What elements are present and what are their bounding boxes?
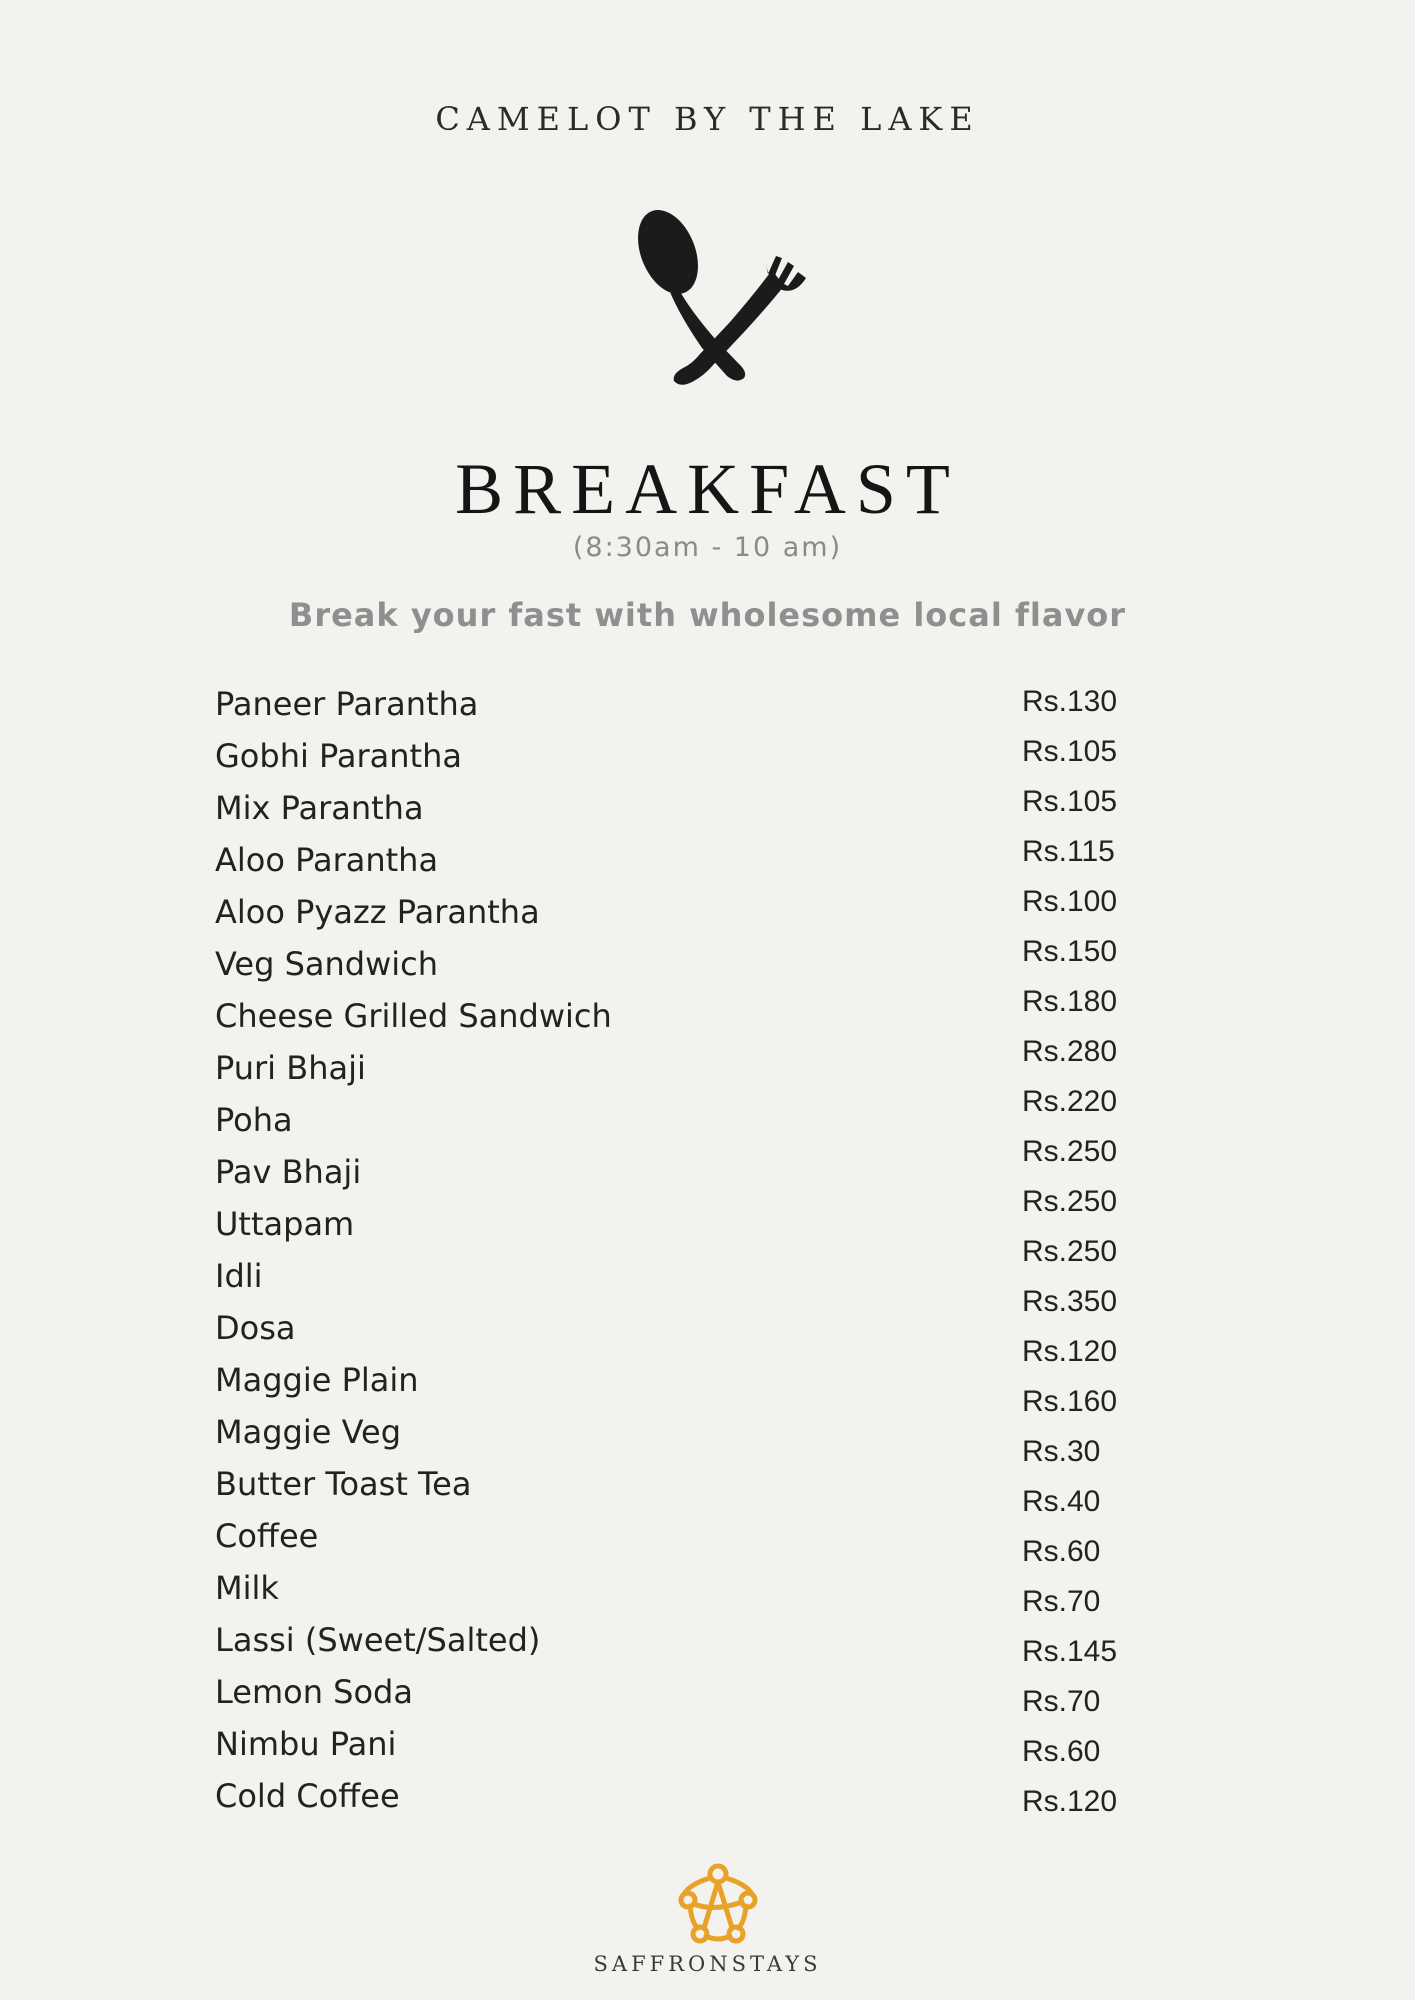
menu-price: Rs.30 — [1022, 1435, 1101, 1468]
menu-price: Rs.220 — [1022, 1085, 1118, 1118]
menu-tagline: Break your fast with wholesome local flavor — [288, 596, 1127, 634]
menu-item: Maggie Veg — [215, 1413, 401, 1451]
menu-price: Rs.105 — [1022, 785, 1118, 818]
menu-item: Uttapam — [215, 1205, 355, 1243]
menu-price: Rs.250 — [1022, 1235, 1118, 1268]
menu-price: Rs.40 — [1022, 1485, 1101, 1518]
saffronstays-knot-logo-icon — [670, 1858, 766, 1948]
menu-price: Rs.120 — [1022, 1335, 1118, 1368]
menu-item: Paneer Parantha — [215, 685, 479, 723]
menu-price: Rs.70 — [1022, 1685, 1101, 1718]
menu-item: Aloo Pyazz Parantha — [215, 893, 540, 931]
menu-price: Rs.105 — [1022, 735, 1118, 768]
menu-price: Rs.350 — [1022, 1285, 1118, 1318]
menu-item: Poha — [215, 1101, 293, 1139]
menu-item: Mix Parantha — [215, 789, 424, 827]
menu-item: Milk — [215, 1569, 279, 1607]
menu-price: Rs.100 — [1022, 885, 1118, 918]
menu-price: Rs.60 — [1022, 1535, 1101, 1568]
menu-price: Rs.145 — [1022, 1635, 1118, 1668]
menu-price: Rs.130 — [1022, 685, 1118, 718]
menu-item: Cold Coffee — [215, 1777, 400, 1815]
menu-item: Coffee — [215, 1517, 319, 1555]
brand-name: CAMELOT BY THE LAKE — [435, 100, 980, 138]
menu-price: Rs.180 — [1022, 985, 1118, 1018]
menu-hours: (8:30am - 10 am) — [572, 532, 843, 563]
menu-item: Pav Bhaji — [215, 1153, 362, 1191]
menu-items-list — [215, 682, 975, 1826]
logo-text: SAFFRONSTAYS — [593, 1952, 822, 1976]
menu-item: Aloo Parantha — [215, 841, 439, 879]
menu-price: Rs.250 — [1022, 1185, 1118, 1218]
crossed-spoon-fork-icon — [620, 200, 820, 390]
menu-item: Idli — [215, 1257, 263, 1295]
menu-item: Nimbu Pani — [215, 1725, 397, 1763]
menu-item: Veg Sandwich — [215, 945, 439, 983]
menu-item: Puri Bhaji — [215, 1049, 366, 1087]
menu-price: Rs.115 — [1022, 835, 1115, 868]
menu-price: Rs.250 — [1022, 1135, 1118, 1168]
menu-prices-list — [1022, 682, 1222, 1832]
menu-item: Lassi (Sweet/Salted) — [215, 1621, 541, 1659]
menu-item: Dosa — [215, 1309, 296, 1347]
menu-price: Rs.160 — [1022, 1385, 1118, 1418]
menu-price: Rs.150 — [1022, 935, 1118, 968]
menu-item: Maggie Plain — [215, 1361, 419, 1399]
menu-item: Cheese Grilled Sandwich — [215, 997, 612, 1035]
menu-item: Butter Toast Tea — [215, 1465, 472, 1503]
menu-item: Lemon Soda — [215, 1673, 413, 1711]
menu-item: Gobhi Parantha — [215, 737, 462, 775]
menu-title: BREAKFAST — [455, 449, 960, 529]
menu-price: Rs.280 — [1022, 1035, 1118, 1068]
menu-price: Rs.60 — [1022, 1735, 1101, 1768]
menu-price: Rs.70 — [1022, 1585, 1101, 1618]
menu-price: Rs.120 — [1022, 1785, 1118, 1818]
